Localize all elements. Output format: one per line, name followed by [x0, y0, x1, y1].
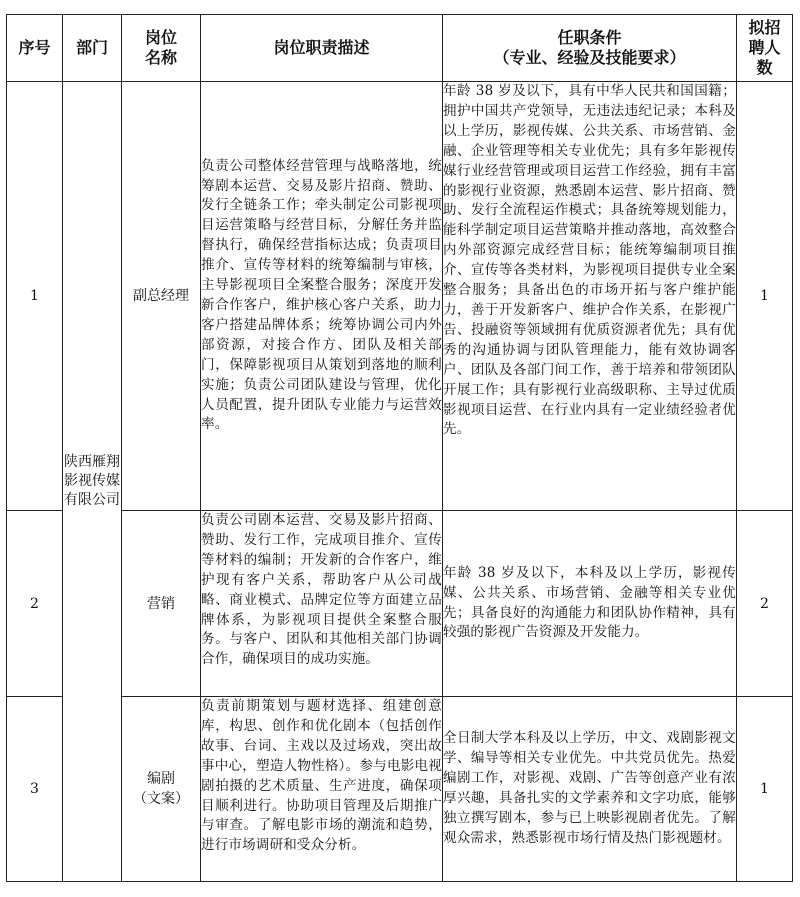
table-row — [7, 82, 793, 511]
row-seq: 3 — [7, 697, 63, 882]
row-duties: 负责公司整体经营管理与战略落地，统筹剧本运营、交易及影片招商、赞助、发行全链条工作；牵头制定公司影视项目运营策略与经营目标，分解任务并监督执行，确保经营指标达成；负责项目推介、宣传等材料的统筹编制与审核，主导影视项目全案整合服务；深度开发新合作客户，维护核心客户关系，助力客户搭建品牌体系；统筹协调公司内外部资源，对接合作方、团队及相关部门，保障影视项目从策划到落地的顺利实施；负责公司团队建设与管理，优化人员配置，提升团队专业能力与运营效率。 — [201, 82, 443, 511]
header-requirements — [443, 15, 737, 82]
row-duties: 负责前期策划与题材选择、组建创意库，构思、创作和优化剧本（包括创作故事、台词、主戏以及过场戏，突出故事中心，塑造人物性格）。参与电影电视剧拍摄的艺术质量、生产进度，确保项目顺利进行。协助项目管理及后期推广与审查。了解电影市场的潮流和趋势，进行市场调研和受众分析。 — [201, 697, 443, 882]
header-position — [122, 15, 201, 82]
header-requirements-line-2: （专业、经验及技能要求） — [493, 48, 686, 67]
header-position-line-2: 名称 — [144, 48, 177, 67]
header-duties: 岗位职责描述 — [201, 15, 443, 82]
header-headcount-line-2: 聘人 — [748, 38, 781, 57]
row-seq: 1 — [7, 82, 63, 511]
table-row — [7, 511, 793, 697]
table-row — [7, 697, 793, 882]
row-position-line-2: （文案） — [133, 791, 189, 807]
header-position-line-1: 岗位 — [144, 28, 177, 47]
header-row — [7, 15, 793, 82]
department-cell: 陕西雁翔影视传媒有限公司 — [63, 82, 122, 882]
header-headcount-line-3: 数 — [756, 58, 773, 77]
row-requirements: 年龄 38 岁及以下，具有中华人民共和国国籍；拥护中国共产党领导，无违法违纪记录；本科及以上学历，影视传媒、公共关系、市场营销、金融、企业管理等相关专业优先；具有多年影视传媒行业经营管理或项目运营工作经验，拥有丰富的影视行业资源，熟悉剧本运营、影片招商、赞助、发行全流程运作模式；具备统筹规划能力，能科学制定项目运营策略并推动落地，高效整合内外部资源完成经营目标；能统筹编制项目推介、宣传等各类材料，为影视项目提供专业全案整合服务；具备出色的市场开拓与客户维护能力，善于开发新客户、维护合作关系，在影视广告、投融资等领域拥有优质资源者优先；具有优秀的沟通协调与团队管理能力，能有效协调客户、团队及各部门间工作，善于培养和带领团队开展工作；具有影视行业高级职称、主导过优质影视项目运营、在行业内具有一定业绩经验者优先。 — [443, 82, 737, 511]
recruitment-table — [6, 14, 793, 882]
header-headcount-line-1: 拟招 — [748, 18, 781, 37]
row-duties: 负责公司剧本运营、交易及影片招商、赞助、发行工作，完成项目推介、宣传等材料的编制；开发新的合作客户，维护现有客户关系，帮助客户从公司战略、商业模式、品牌定位等方面建立品牌体系，为影视项目提供全案整合服务。与客户、团队和其他相关部门协调合作，确保项目的成功实施。 — [201, 511, 443, 697]
row-headcount: 2 — [737, 511, 793, 697]
header-dept: 部门 — [63, 15, 122, 82]
row-position: 营销 — [122, 511, 201, 697]
header-headcount — [737, 15, 793, 82]
row-position — [122, 697, 201, 882]
header-seq: 序号 — [7, 15, 63, 82]
row-requirements: 全日制大学本科及以上学历，中文、戏剧影视文学、编导等相关专业优先。中共党员优先。热爱编剧工作，对影视、戏剧、广告等创意产业有浓厚兴趣，具备扎实的文学素养和文字功底，能够独立撰写剧本，参与已上映影视剧者优先。了解观众需求，熟悉影视市场行情及热门影视题材。 — [443, 697, 737, 882]
header-requirements-line-1: 任职条件 — [557, 28, 622, 47]
row-position-line-1: 编剧 — [147, 771, 175, 787]
row-seq: 2 — [7, 511, 63, 697]
row-requirements: 年龄 38 岁及以下，本科及以上学历，影视传媒、公共关系、市场营销、金融等相关专业优先；具备良好的沟通能力和团队协作精神，具有较强的影视广告资源及开发能力。 — [443, 511, 737, 697]
row-headcount: 1 — [737, 697, 793, 882]
row-headcount: 1 — [737, 82, 793, 511]
row-position: 副总经理 — [122, 82, 201, 511]
